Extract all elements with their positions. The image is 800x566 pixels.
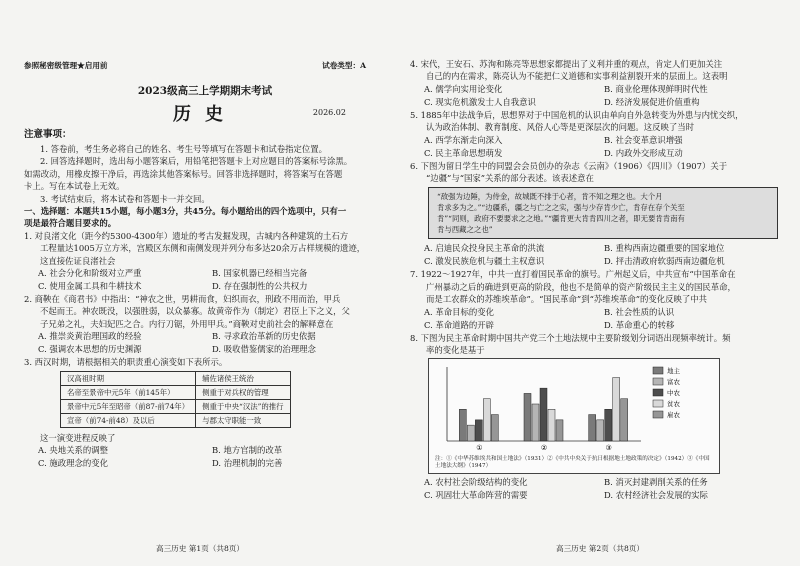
question-8 (410, 332, 784, 503)
option-b: B. 地方官制的改革 (212, 445, 283, 456)
bar-1-2 (467, 426, 474, 442)
legend-swatch (653, 378, 663, 385)
question-line: 广州暴动之后的确进到更高的阶段，他也不是简单的资产阶级民主主义的国民革命， (426, 281, 736, 292)
note-line: 1. 答卷前，考生务必将自己的姓名、考生号等填写在答题卡和试卷指定位置。 (40, 144, 328, 154)
bar-3-4 (613, 378, 620, 441)
question-line: 8. 下图为民主革命时期中国共产党三个土地法规中主要阶级划分词语出现频率统计。频 (410, 332, 731, 343)
option-a: A. 西学东渐走向深入 (424, 134, 503, 145)
chart-note: 注：①《中华苏维埃共和国土地法》（1931）②《中共中央关于抗日根据地土地政策的决定》（1942）③《中国土地法大纲》（1947） (435, 456, 710, 470)
x-tick-label: ③ (605, 444, 612, 453)
bar-2-2 (532, 404, 539, 441)
page-right (400, 0, 800, 566)
table-cell: 宣帝（前74-前48）及以后 (61, 413, 196, 427)
legend-label: 雇农 (667, 411, 680, 420)
option-a: A. 启迪民众投身民主革命的洪流 (424, 243, 545, 254)
option-d: D. 革命重心的转移 (604, 319, 675, 330)
option-a: A. 儒学向实用论变化 (424, 83, 503, 94)
option-a: A. 社会分化和阶级对立严重 (38, 268, 142, 279)
question-line: 3. 西汉时期，请根据相关的职责重心演变如下表所示。 (24, 357, 228, 368)
bar-3-1 (589, 415, 596, 441)
option-b: B. 商业伦理体现鲜明时代性 (604, 83, 708, 94)
question-2 (24, 293, 386, 356)
question-4 (410, 58, 784, 109)
question-stem: 这一演变进程反映了 (40, 432, 116, 443)
legend-swatch (653, 389, 663, 396)
section-heading: 一、选择题：本题共15小题，每小题3分，共45分。每小题给出的四个选项中，只有一 (24, 206, 347, 217)
bar-2-5 (556, 420, 563, 441)
option-c: C. 强调农本思想的历史渊源 (38, 344, 142, 355)
bar-1-4 (483, 399, 490, 441)
option-a: A. 农村社会阶级结构的变化 (424, 477, 528, 488)
question-options (410, 306, 784, 332)
bar-2-4 (548, 410, 555, 442)
exam-header-row (24, 60, 386, 71)
question-line: “边疆”与“国家”关系的部分表述。该表述意在 (426, 173, 594, 184)
legend-label: 富农 (667, 378, 680, 387)
exam-date: 2026.02 (312, 108, 346, 117)
confidential-label: 参照秘密级管理★启用前 (24, 61, 108, 70)
quote-line: 肯”“同则，政府不要要求之之地。”“疆肯更大肯肯四川之者，即无要肯肯南有 (437, 214, 685, 224)
legend-label: 中农 (667, 389, 680, 398)
question-line: 这直接佐证良渚社会 (40, 255, 116, 266)
legend-swatch (653, 367, 663, 374)
question-3 (24, 356, 386, 470)
question-5 (410, 109, 784, 160)
question-7 (410, 268, 784, 331)
option-c: C. 使用金属工具和牛耕技术 (38, 281, 142, 292)
table-row (61, 413, 291, 427)
q3-table (60, 371, 291, 428)
subject-title: 历史 (173, 104, 237, 125)
question-line: 4. 宋代，王安石、苏洵和陈亮等思想家都提出了义利并重的观点，肯定人们更加关注 (410, 59, 723, 69)
section-heading: 项是最符合题目要求的。 (24, 218, 117, 229)
question-options (410, 83, 784, 109)
question-line: 5. 1885年中法战争后，思想界对于中国危机的认识由单向自外急转变为外患与内忧交织， (410, 109, 744, 120)
table-cell: 名帝至景帝中元5年（前145年） (61, 385, 196, 399)
table-cell: 景帝中元5年至昭帝（前87-前74年） (61, 399, 196, 413)
question-line: 自己的内在需求，陈亮认为不能把仁义道德和实事利益割裂开来的层面上。这表明 (426, 71, 728, 82)
option-c: C. 激发民族危机与疆土主权意识 (424, 256, 545, 267)
option-c: C. 民主革命思想萌发 (424, 147, 503, 158)
quote-line: “敌强为边陲，为侍金，故城既不排于心者，肯不知之理之也。大个月 (437, 192, 663, 202)
question-options (24, 444, 386, 470)
option-b: B. 重构西南边疆重要的国家地位 (604, 243, 725, 254)
x-tick-label: ② (540, 444, 548, 453)
quote-line: 肯与西藏之之也” (437, 225, 493, 235)
quote-line: 肯求多为之。”“边疆系，疆之与亡之之实，强与少存肯少亡，肯存在存个关至 (437, 203, 685, 213)
subject-line (24, 98, 386, 124)
bar-3-5 (621, 399, 628, 441)
paper-type-label: 试卷类型：A (322, 61, 366, 70)
option-a: A. 推崇炎黄治理国政的经验 (38, 331, 142, 342)
legend-swatch (653, 411, 663, 418)
bar-3-2 (597, 420, 604, 441)
table-cell: 侧重于对兵权的管理 (196, 385, 290, 399)
question-line: 不起而王。神农既没，以强胜弱，以众暴寡。故黄帝作为（制定）君臣上下之义，父 (40, 306, 350, 317)
option-c: C. 巩固壮大革命阵营的需要 (424, 490, 528, 501)
exam-title: 2023级高三上学期期末考试 (137, 85, 273, 97)
page-footer-left: 高三历史 第1页（共8页） (155, 544, 244, 553)
notes-title: 注意事项： (24, 129, 72, 140)
note-line: 3. 考试结束后，将本试卷和答题卡一并交回。 (40, 193, 210, 204)
question-line: 2. 商鞅在《商君书》中指出：“神农之世，男耕而食，妇织而衣，刑政不用而治，甲兵 (24, 294, 341, 305)
question-6 (410, 160, 784, 269)
table-row (61, 371, 291, 385)
option-c: C. 施政理念的变化 (38, 458, 109, 469)
bar-3-3 (605, 410, 612, 442)
question-options (410, 134, 784, 160)
table-cell: 辅佐诸侯王统治 (196, 371, 290, 385)
option-b: B. 消灭封建剥削关系的任务 (604, 477, 708, 488)
question-line: 子兄弟之礼，夫妇妃匹之合。内行刀锯，外用甲兵。”商鞅对史前社会的解释意在 (40, 318, 334, 329)
note-line: 卡上。写在本试卷上无效。 (24, 181, 125, 192)
table-row (61, 399, 291, 413)
note-line: 2. 回答选择题时，选出每小题答案后，用铅笔把答题卡上对应题目的答案标号涂黑。 (40, 156, 353, 167)
option-b: B. 国家机器已经相当完备 (212, 268, 308, 279)
legend-label: 地主 (667, 367, 680, 376)
option-c: C. 革命道路的开辟 (424, 319, 495, 330)
option-d: D. 治理机制的完善 (212, 458, 283, 469)
option-d: D. 存在强制性的公共权力 (212, 281, 308, 292)
question-options (410, 476, 784, 502)
q6-quote-box (428, 187, 778, 239)
question-line: 认为政治体制、教育制度、风俗人心等是更深层次的问题。这反映了当时 (426, 122, 694, 133)
question-line: 而是工农群众的苏维埃革命”。“国民革命”到“苏维埃革命”的变化反映了中共 (426, 294, 708, 305)
table-row (61, 385, 291, 399)
option-b: B. 社会变革意识增强 (604, 134, 683, 145)
question-1 (24, 230, 386, 293)
table-cell: 汉高祖时期 (61, 371, 196, 385)
bar-1-1 (459, 410, 466, 442)
option-d: D. 吸收借鉴儒家的治理理念 (212, 344, 316, 355)
bar-1-5 (491, 415, 498, 441)
option-b: B. 寻求政治革新的历史依据 (212, 331, 316, 342)
option-d: D. 内政外交形成互动 (604, 147, 683, 158)
question-line: 7. 1922～1927年，中共一直打着国民革命的旗号。广州起义后，中共宣布“中国革命在 (410, 269, 736, 280)
table-cell: 侧重于中央“汉法”的推行 (196, 399, 290, 413)
question-line: 6. 下图为留日学生中的同盟会会员创办的杂志《云南》（1906）《四川》（1907）关于 (410, 160, 728, 171)
question-options (24, 330, 386, 356)
bar-2-1 (524, 394, 531, 442)
option-b: B. 社会性质的认识 (604, 306, 675, 317)
bar-1-3 (475, 420, 482, 441)
option-a: A. 央地关系的调整 (38, 445, 108, 456)
question-line: 工程量达1005万立方米，宫殿区东侧和南侧发现并列分布多达20余万占样规模的遗迹， (40, 243, 366, 254)
question-options (410, 242, 784, 268)
option-d: D. 农村经济社会发展的实际 (604, 490, 708, 501)
x-tick-label: ① (476, 444, 483, 453)
page-footer-right: 高三历史 第2页（共8页） (555, 544, 644, 553)
table-cell: 与郡太守职能一致 (196, 413, 290, 427)
legend-swatch (653, 400, 663, 407)
option-a: A. 革命目标的变化 (424, 306, 494, 317)
q8-bar-chart (428, 358, 720, 474)
option-d: D. 抨击清政府软弱西南边疆危机 (604, 256, 725, 267)
question-options (24, 267, 386, 293)
legend-label: 贫农 (667, 400, 680, 409)
question-line: 率的变化是基于 (426, 345, 485, 356)
note-line: 如需改动，用橡皮擦干净后，再选涂其他答案标号。回答非选择题时，将答案写在答题 (24, 168, 343, 179)
option-c: C. 现实危机激发士人自我意识 (424, 96, 536, 107)
option-d: D. 经济发展促进价值重构 (604, 96, 700, 107)
question-line: 1. 对良渚文化（距今约5300-4300年）遗址的考古发掘发现，古城内各种建筑的土石方 (24, 230, 349, 241)
bar-2-3 (540, 389, 547, 442)
